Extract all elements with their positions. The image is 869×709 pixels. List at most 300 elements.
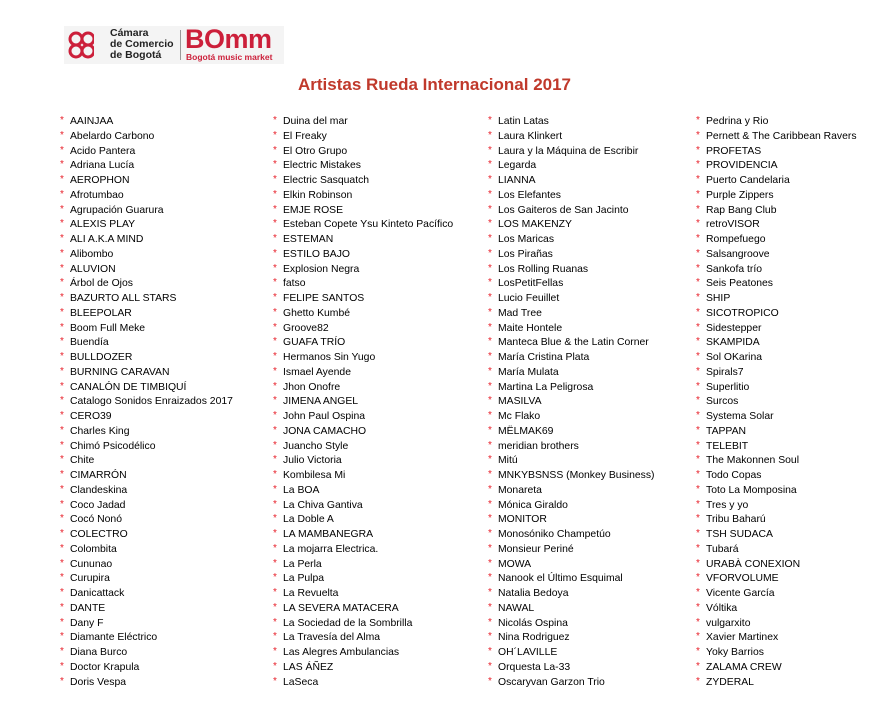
artist-name: Mónica Giraldo [498,499,568,511]
bullet-star-icon: * [488,646,492,657]
bullet-star-icon: * [488,410,492,421]
artist-list-item [60,395,233,410]
artist-list-item [60,366,233,381]
artist-name: Coco Jadad [70,499,126,511]
artist-list-item [488,248,654,263]
bullet-star-icon: * [696,351,700,362]
bullet-star-icon: * [488,129,492,141]
artist-list-item [488,204,654,219]
artist-list-item [273,410,453,425]
bullet-star-icon: * [696,498,700,510]
artist-list-item [696,115,857,130]
artist-list-item [60,292,233,307]
artist-name: Explosion Negra [283,263,360,275]
artist-list-item [60,351,233,366]
artist-list-item [696,499,857,514]
artist-list-item [488,292,654,307]
artist-list-item [696,395,857,410]
artist-name: Monareta [498,484,542,496]
artist-list-item [488,646,654,661]
bullet-star-icon: * [273,351,277,362]
artist-list-item [696,159,857,174]
bullet-star-icon: * [488,675,492,687]
bullet-star-icon: * [696,115,700,126]
artist-list-item [60,381,233,396]
artist-list-item [60,602,233,617]
artist-name: Clandeskina [70,484,128,496]
artist-list-item [273,322,453,337]
artist-name: Chite [70,455,95,467]
artist-name: Los Maricas [498,234,555,245]
artist-list-item [273,513,453,528]
artist-name: OH´LAVILLE [498,647,558,658]
artist-list-item [60,115,233,130]
artist-list-item [488,617,654,632]
artist-name: The Makonnen Soul [706,455,799,467]
artist-name: Martina La Peligrosa [498,381,594,393]
artist-name: BURNING CARAVAN [70,366,170,378]
artist-list-item [273,587,453,602]
artist-list-item [60,248,233,263]
logo-divider [180,30,181,60]
artist-list-item [488,336,654,351]
artist-list-item [60,543,233,558]
artist-name: Latin Latas [498,116,549,127]
artist-name: Manteca Blue & the Latin Corner [498,337,649,349]
artist-name: SKAMPIDA [706,337,760,349]
artist-list-item [488,218,654,233]
bullet-star-icon: * [60,395,64,407]
bullet-star-icon: * [60,159,64,171]
artist-list-item [60,307,233,322]
artist-name: LIANNA [498,175,536,186]
bullet-star-icon: * [696,542,700,554]
bullet-star-icon: * [60,306,64,318]
artist-name: Curupira [70,573,110,585]
artist-name: Afrotumbao [70,189,124,201]
artist-name: JONA CAMACHO [283,425,367,437]
artist-list-item [696,631,857,646]
bullet-star-icon: * [60,675,64,687]
bullet-star-icon: * [696,616,700,628]
bullet-star-icon: * [60,262,64,274]
artist-name: BULLDOZER [70,352,133,363]
artist-name: BLEEPOLAR [70,307,132,319]
artist-list-item [488,277,654,292]
bullet-star-icon: * [488,395,492,407]
bullet-star-icon: * [696,646,700,657]
bullet-star-icon: * [488,233,492,244]
artist-list-item [488,366,654,381]
artist-list-item [273,248,453,263]
bullet-star-icon: * [60,218,64,230]
artist-name: Adriana Lucía [70,160,135,172]
bullet-star-icon: * [696,277,700,289]
bullet-star-icon: * [696,587,700,598]
bullet-star-icon: * [60,203,64,215]
artist-list-item [60,617,233,632]
artist-list-item [273,233,453,248]
bullet-star-icon: * [60,380,64,392]
artist-name: LosPetitFellas [498,278,564,290]
bullet-star-icon: * [488,277,492,289]
bullet-star-icon: * [696,247,700,259]
bullet-star-icon: * [696,159,700,171]
artist-name: Pernett & The Caribbean Ravers [706,130,857,142]
artist-name: María Cristina Plata [498,352,590,363]
artist-name: Kombilesa Mi [283,470,346,481]
artist-list-item [488,631,654,646]
bullet-star-icon: * [60,439,64,451]
artist-column-2 [273,115,453,690]
bullet-star-icon: * [273,483,277,495]
artist-name: Catalogo Sonidos Enraizados 2017 [70,396,233,408]
artist-name: Mc Flako [498,411,541,422]
bullet-star-icon: * [60,321,64,333]
artist-list-item [273,145,453,160]
bullet-star-icon: * [488,513,492,525]
artist-list-item [273,617,453,632]
artist-name: Orquesta La-33 [498,661,571,673]
bullet-star-icon: * [60,542,64,554]
artist-name: La Pulpa [283,573,325,585]
bullet-star-icon: * [273,424,277,436]
artist-list-item [273,528,453,543]
bullet-star-icon: * [60,233,64,244]
artist-list-item [488,307,654,322]
artist-list-item [273,484,453,499]
artist-name: Yoky Barrios [706,647,764,658]
bullet-star-icon: * [273,513,277,525]
artist-name: Duina del mar [283,116,348,127]
artist-name: Rompefuego [706,234,766,245]
bullet-star-icon: * [696,557,700,569]
artist-name: Chimó Psicodélico [70,440,156,452]
artist-name: Mitú [498,455,518,467]
bullet-star-icon: * [696,144,700,156]
bullet-star-icon: * [488,572,492,584]
artist-name: Danicattack [70,588,125,599]
bullet-star-icon: * [273,646,277,657]
bullet-star-icon: * [60,616,64,628]
artist-list-item [60,454,233,469]
artist-name: Monsieur Periné [498,543,574,555]
bullet-star-icon: * [696,572,700,584]
bullet-star-icon: * [273,469,277,480]
artist-list-item [488,425,654,440]
artist-list-item [696,676,857,691]
artist-list-item [60,174,233,189]
artist-name: CANALÓN DE TIMBIQUÍ [70,381,187,393]
artist-list-item [488,351,654,366]
bullet-star-icon: * [488,365,492,377]
artist-list-item [60,484,233,499]
artist-list-item [488,410,654,425]
bullet-star-icon: * [273,292,277,303]
artist-name: Sol OKarina [706,352,763,363]
artist-list-item [273,204,453,219]
artist-list-item [696,233,857,248]
bullet-star-icon: * [60,247,64,259]
artist-name: John Paul Ospina [283,411,366,422]
bullet-star-icon: * [488,616,492,628]
bullet-star-icon: * [60,528,64,539]
bullet-star-icon: * [696,454,700,466]
bullet-star-icon: * [488,262,492,274]
artist-name: Hermanos Sin Yugo [283,352,376,363]
bullet-star-icon: * [696,631,700,643]
artist-name: Diamante Eléctrico [70,632,158,644]
bullet-star-icon: * [696,203,700,215]
bullet-star-icon: * [60,129,64,141]
artist-name: COLECTRO [70,529,128,540]
artist-name: SHIP [706,293,731,304]
artist-list-item [273,381,453,396]
artist-list-item [273,425,453,440]
artist-list-item [60,159,233,174]
bullet-star-icon: * [273,410,277,421]
artist-list-item [696,204,857,219]
bullet-star-icon: * [696,660,700,672]
brand-subtitle: Bogotá music market [186,52,273,62]
bullet-star-icon: * [488,469,492,480]
bullet-star-icon: * [273,528,277,539]
artist-name: El Otro Grupo [283,145,348,157]
artist-name: ZYDERAL [706,676,754,688]
bullet-star-icon: * [273,365,277,377]
artist-name: ESTEMAN [283,234,334,245]
artist-list-item [696,145,857,160]
artist-name: Nanook el Último Esquimal [498,573,623,585]
bullet-star-icon: * [696,380,700,392]
artist-name: La BOA [283,484,320,496]
artist-name: Laura Klinkert [498,130,563,142]
artist-name: ALEXIS PLAY [70,219,136,231]
bullet-star-icon: * [273,601,277,613]
artist-name: Sankofa trío [706,263,763,275]
artist-name: Charles King [70,425,130,437]
artist-list-item [696,189,857,204]
artist-list-item [696,322,857,337]
brand-name: BOmm [185,24,272,54]
artist-list-item [696,646,857,661]
bullet-star-icon: * [273,129,277,141]
artist-list-item [273,469,453,484]
artist-name: Toto La Momposina [706,484,797,496]
artist-name: Alibombo [70,248,114,260]
artist-name: Mad Tree [498,307,542,319]
artist-name: Julio Victoria [283,455,342,467]
artist-name: María Mulata [498,366,559,378]
artist-list-item [696,248,857,263]
bullet-star-icon: * [60,483,64,495]
bullet-star-icon: * [273,439,277,451]
artist-list-item [488,115,654,130]
bullet-star-icon: * [696,513,700,525]
bullet-star-icon: * [60,410,64,421]
artist-list-item [273,454,453,469]
artist-name: Systema Solar [706,411,774,422]
bullet-star-icon: * [488,483,492,495]
artist-list-item [273,602,453,617]
artist-name: TELEBIT [706,440,749,452]
artist-name: Doctor Krapula [70,661,140,673]
bullet-star-icon: * [488,351,492,362]
artist-name: Rap Bang Club [706,204,777,216]
artist-list-item [488,159,654,174]
artist-name: La Perla [283,558,322,570]
artist-list-item [60,587,233,602]
artist-name: Boom Full Meke [70,322,146,334]
artist-list-item [696,661,857,676]
artist-name: La Travesía del Alma [283,632,381,644]
artist-name: Jhon Onofre [283,381,341,393]
artist-list-item [696,174,857,189]
bullet-star-icon: * [488,660,492,672]
bullet-star-icon: * [60,144,64,156]
artist-list-item [696,484,857,499]
org-name-line: Cámara [110,27,149,39]
artist-name: Buendía [70,337,109,349]
bullet-star-icon: * [488,188,492,200]
artist-name: MONITOR [498,514,547,526]
bullet-star-icon: * [488,218,492,230]
artist-name: Tres y yo [706,499,749,511]
bullet-star-icon: * [696,306,700,318]
bullet-star-icon: * [488,174,492,185]
artist-list-item [273,336,453,351]
artist-list-item [488,189,654,204]
bullet-star-icon: * [273,115,277,126]
org-name-line: de Comercio [110,38,174,50]
artist-list-item [60,528,233,543]
artist-name: Nicolás Ospina [498,617,568,629]
artist-list-item [488,558,654,573]
artist-list-item [60,513,233,528]
artist-list-item [60,676,233,691]
bullet-star-icon: * [60,513,64,525]
artist-name: TSH SUDACA [706,529,773,540]
artist-list-item [488,484,654,499]
artist-name: LA SEVERA MATACERA [283,602,399,614]
artist-name: Spirals7 [706,366,744,378]
artist-name: Vicente García [706,588,775,599]
bullet-star-icon: * [488,542,492,554]
artist-list-item [273,115,453,130]
artist-name: Purple Zippers [706,189,774,201]
artist-list-item [696,469,857,484]
artist-list-item [488,676,654,691]
bullet-star-icon: * [696,129,700,141]
bullet-star-icon: * [488,631,492,643]
artist-list-item [696,336,857,351]
artist-name: vulgarxito [706,617,751,629]
artist-name: JIMENA ANGEL [283,396,359,408]
artist-name: Abelardo Carbono [70,130,155,142]
bullet-star-icon: * [60,351,64,362]
bullet-star-icon: * [488,424,492,436]
bullet-star-icon: * [273,660,277,672]
bullet-star-icon: * [60,188,64,200]
artist-list-item [696,218,857,233]
artist-name: MOWA [498,558,532,570]
artist-list-item [488,602,654,617]
artist-name: Electric Mistakes [283,160,361,172]
page-title: Artistas Rueda Internacional 2017 [297,75,572,94]
bullet-star-icon: * [488,292,492,303]
artist-list-item [60,572,233,587]
bullet-star-icon: * [273,557,277,569]
artist-list-item [273,351,453,366]
artist-list-item [60,322,233,337]
bullet-star-icon: * [488,336,492,348]
artist-list-item [60,277,233,292]
org-name-line: de Bogotá [110,49,162,61]
bullet-star-icon: * [273,233,277,244]
artist-name: SICOTROPICO [706,307,779,319]
artist-name: Doris Vespa [70,676,127,688]
artist-list-item [273,263,453,278]
bullet-star-icon: * [60,587,64,598]
artist-list-item [273,572,453,587]
bullet-star-icon: * [273,247,277,259]
artist-name: Los Gaiteros de San Jacinto [498,204,629,216]
artist-list-item [488,263,654,278]
bullet-star-icon: * [696,601,700,613]
artist-list-item [60,336,233,351]
bullet-star-icon: * [488,528,492,539]
artist-name: El Freaky [283,130,327,142]
artist-list-item [273,543,453,558]
bullet-star-icon: * [60,660,64,672]
artist-list-item [488,440,654,455]
artist-name: Los Pirañas [498,248,553,260]
artist-list-item [696,528,857,543]
bullet-star-icon: * [696,675,700,687]
artist-name: meridian brothers [498,440,579,452]
artist-list-item [696,513,857,528]
bullet-star-icon: * [696,292,700,303]
artist-list-item [488,572,654,587]
bullet-star-icon: * [273,631,277,643]
bullet-star-icon: * [488,587,492,598]
artist-list-item [273,366,453,381]
bullet-star-icon: * [696,365,700,377]
bullet-star-icon: * [273,306,277,318]
artist-list-item [60,233,233,248]
artist-name: Diana Burco [70,647,128,658]
artist-name: Tribu Baharú [706,514,766,526]
artist-name: Esteban Copete Ysu Kinteto Pacífico [283,219,454,231]
bullet-star-icon: * [696,483,700,495]
artist-list-item [273,558,453,573]
artist-name: ALI A.K.A MIND [70,234,144,245]
artist-list-item [488,513,654,528]
bullet-star-icon: * [696,424,700,436]
artist-list-item [488,322,654,337]
artist-name: BAZURTO ALL STARS [70,293,177,304]
artist-list-item [488,543,654,558]
artist-list-item [60,469,233,484]
artist-name: Ismael Ayende [283,366,351,378]
bullet-star-icon: * [488,557,492,569]
artist-name: La mojarra Electrica. [283,543,379,555]
artist-name: La Revuelta [283,588,339,599]
bullet-star-icon: * [60,277,64,289]
bullet-star-icon: * [273,616,277,628]
bullet-star-icon: * [488,247,492,259]
artist-name: La Sociedad de la Sombrilla [283,617,413,629]
